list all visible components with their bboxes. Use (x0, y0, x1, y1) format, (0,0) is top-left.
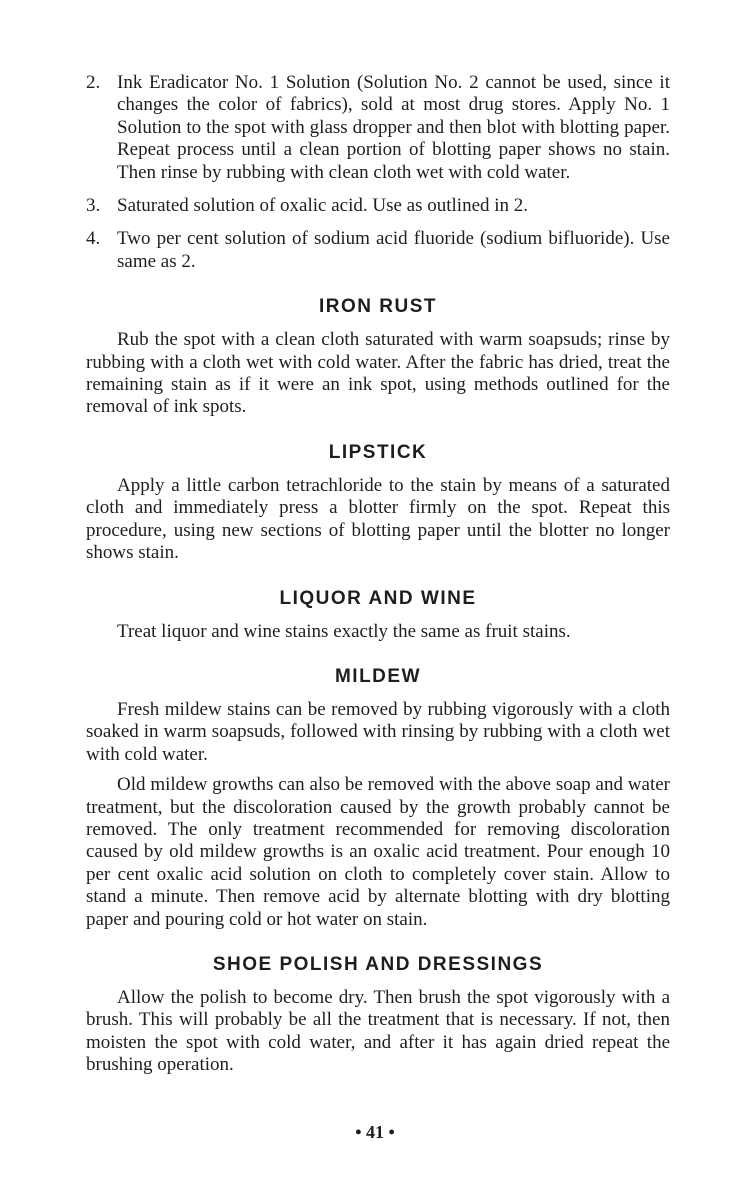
page-content (86, 72, 670, 1085)
mildew-paragraph-old: Old mildew growths can also be removed with the above soap and water treatment, but the discoloration caused by the growth probably cannot be removed. The only treatment recommended for removing discoloration caused by old mildew growths is an oxalic acid treatment. Pour enough 10 per cent oxalic acid solution on cloth to completely cover stain. Allow to stand a minute. Then remove acid by alternate blotting with dry blotting paper and pouring cold or hot water on stain. (86, 774, 670, 930)
lipstick-paragraph: Apply a little carbon tetrachloride to the stain by means of a saturated cloth and immediately press a blotter firmly on the spot. Repeat this procedure, using new sections of blotting paper until the blotter no longer shows stain. (86, 474, 670, 564)
list-text: Two per cent solution of sodium acid fluoride (sodium bifluoride). Use same as 2. (117, 228, 670, 272)
liquor-paragraph: Treat liquor and wine stains exactly the same as fruit stains. (117, 620, 571, 642)
page-number: • 41 • (355, 1122, 395, 1142)
mildew-paragraph-fresh: Fresh mildew stains can be removed by rubbing vigorously with a cloth soaked in warm soapsuds, followed with rinsing by rubbing with a cloth wet with cold water. (86, 698, 670, 765)
section-heading-iron-rust: IRON RUST (319, 296, 437, 318)
section-heading-shoe-polish: SHOE POLISH AND DRESSINGS (212, 953, 544, 975)
section-heading-mildew: MILDEW (334, 665, 422, 687)
list-text: Ink Eradicator No. 1 Solution (Solution No. 2 cannot be used, since it changes the color of fabrics), sold at most drug stores. Apply No. 1 Solution to the spot with glass dropper and then blot with blotting paper. Repeat process until a clean portion of blotting paper shows no stain. Then rinse by rubbing with clean cloth wet with cold water. (117, 72, 670, 183)
list-item (86, 72, 670, 184)
list-number: 3. (86, 195, 101, 217)
list-item (86, 228, 670, 273)
iron-rust-paragraph: Rub the spot with a clean cloth saturated with warm soapsuds; rinse by rubbing with a cloth wet with cold water. After the fabric has dried, treat the remaining stain as if it were an ink spot, using methods outlined for the removal of ink spots. (86, 329, 670, 418)
list-text: Saturated solution of oxalic acid. Use as outlined in 2. (117, 195, 529, 217)
list-item (86, 195, 670, 217)
section-heading-lipstick: LIPSTICK (328, 441, 428, 463)
list-number: 2. (86, 72, 101, 93)
list-number: 4. (86, 228, 101, 250)
shoe-polish-paragraph: Allow the polish to become dry. Then brush the spot vigorously with a brush. This will probably be all the treatment that is necessary. If not, then moisten the spot with cold water, and after it has again dried repeat the brushing operation. (86, 986, 670, 1076)
section-heading-liquor-and-wine: LIQUOR AND WINE (279, 587, 477, 609)
